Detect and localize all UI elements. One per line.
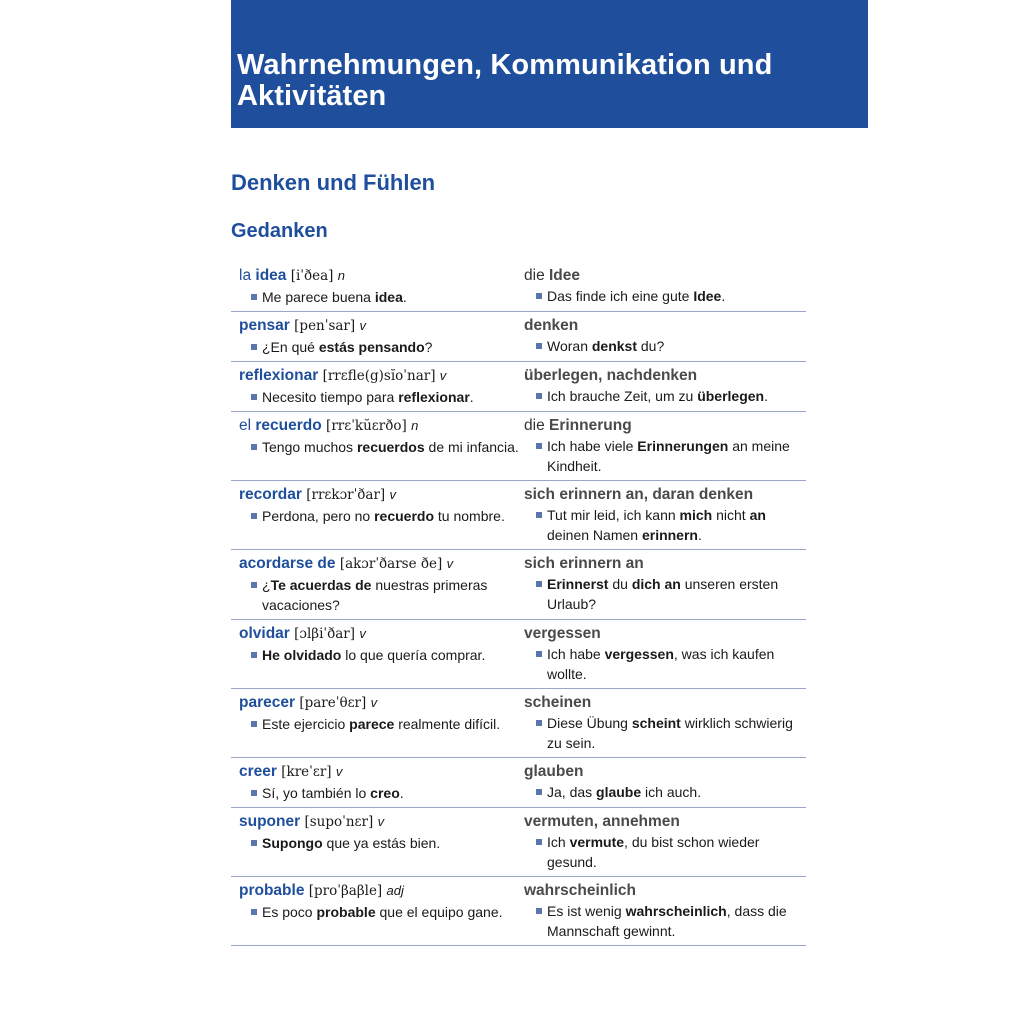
german-cell bbox=[524, 415, 806, 476]
spanish-word: creer bbox=[239, 763, 277, 780]
german-article: die bbox=[524, 417, 545, 434]
spanish-cell bbox=[231, 265, 524, 307]
spanish-word: olvidar bbox=[239, 625, 290, 642]
pronunciation: [kreˈɛr] bbox=[281, 764, 332, 780]
example-text: Diese Übung bbox=[547, 715, 632, 731]
example-keyword: vergessen bbox=[604, 646, 674, 662]
example-keyword: reflexionar bbox=[398, 389, 470, 405]
spanish-example bbox=[239, 783, 524, 803]
spanish-word: recordar bbox=[239, 486, 302, 503]
example-text: Tut mir leid, ich kann bbox=[547, 507, 680, 523]
bullet-icon bbox=[251, 652, 257, 658]
example-keyword: creo bbox=[370, 785, 400, 801]
vocabulary-table bbox=[231, 262, 806, 946]
spanish-example bbox=[239, 714, 524, 734]
example-keyword: denkst bbox=[591, 338, 637, 354]
german-cell bbox=[524, 692, 806, 753]
example-text: du? bbox=[637, 338, 665, 354]
spanish-headword bbox=[239, 484, 524, 506]
example-keyword: glaube bbox=[596, 784, 642, 800]
german-cell bbox=[524, 553, 806, 615]
spanish-example bbox=[239, 575, 524, 615]
spanish-headword bbox=[239, 365, 524, 387]
part-of-speech: v bbox=[377, 814, 385, 829]
part-of-speech: v bbox=[359, 318, 366, 333]
bullet-icon bbox=[251, 294, 257, 300]
pronunciation: [akɔrˈðarse ðe] bbox=[339, 556, 443, 572]
example-text: Woran bbox=[547, 338, 592, 354]
vocab-row bbox=[231, 550, 806, 620]
german-cell bbox=[524, 811, 806, 872]
example-keyword: mich bbox=[679, 507, 713, 523]
example-text: Ja, das bbox=[547, 784, 597, 800]
bullet-icon bbox=[536, 839, 542, 845]
example-text: unseren ersten Urlaub? bbox=[547, 576, 779, 612]
example-keyword: dich an bbox=[631, 576, 681, 592]
example-keyword: recuerdo bbox=[374, 508, 435, 524]
example-text: nuestras primeras vacaciones? bbox=[262, 577, 488, 613]
bullet-icon bbox=[536, 393, 542, 399]
spanish-headword bbox=[239, 811, 524, 833]
part-of-speech: n bbox=[411, 418, 419, 433]
spanish-cell bbox=[231, 623, 524, 684]
example-text: Ich habe viele bbox=[547, 438, 638, 454]
example-text: Perdona, pero no bbox=[262, 508, 375, 524]
german-word: Idee bbox=[549, 267, 581, 284]
bullet-icon bbox=[536, 581, 542, 587]
example-keyword: Erinnerungen bbox=[637, 438, 729, 454]
spanish-word: reflexionar bbox=[239, 367, 319, 384]
example-keyword: He olvidado bbox=[262, 647, 342, 663]
german-example bbox=[524, 782, 806, 802]
german-headword bbox=[524, 811, 806, 832]
german-cell bbox=[524, 484, 806, 545]
example-text: . bbox=[469, 389, 474, 405]
german-headword bbox=[524, 265, 806, 286]
example-keyword: vermute bbox=[569, 834, 625, 850]
bullet-icon bbox=[536, 789, 542, 795]
example-keyword: Te acuerdas de bbox=[270, 577, 372, 593]
bullet-icon bbox=[251, 840, 257, 846]
german-word: vermuten, annehmen bbox=[524, 813, 680, 830]
spanish-cell bbox=[231, 415, 524, 476]
example-text: Es poco bbox=[262, 904, 317, 920]
vocab-row bbox=[231, 758, 806, 808]
spanish-cell bbox=[231, 484, 524, 545]
german-headword bbox=[524, 365, 806, 386]
bullet-icon bbox=[536, 512, 542, 518]
spanish-headword bbox=[239, 265, 524, 287]
section-title: Denken und Fühlen bbox=[231, 170, 436, 195]
example-text: nicht bbox=[712, 507, 750, 523]
german-article: die bbox=[524, 267, 545, 284]
part-of-speech: v bbox=[389, 487, 397, 502]
spanish-example bbox=[239, 387, 524, 407]
german-example bbox=[524, 386, 806, 406]
vocab-row bbox=[231, 877, 806, 946]
german-example bbox=[524, 336, 806, 356]
spanish-article: el bbox=[239, 417, 252, 434]
pronunciation: [rrɛˈkŭɛrðo] bbox=[326, 418, 407, 434]
spanish-example bbox=[239, 506, 524, 526]
example-text: Sí, yo también lo bbox=[262, 785, 371, 801]
part-of-speech: v bbox=[446, 556, 454, 571]
example-text: an meine Kindheit. bbox=[547, 438, 790, 474]
spanish-cell bbox=[231, 365, 524, 407]
german-word: Erinnerung bbox=[549, 417, 632, 434]
example-keyword: erinnern bbox=[641, 527, 698, 543]
spanish-word: acordarse de bbox=[239, 555, 336, 572]
german-example bbox=[524, 574, 806, 614]
vocab-row bbox=[231, 362, 806, 412]
example-keyword: scheint bbox=[631, 715, 681, 731]
vocab-row bbox=[231, 481, 806, 550]
example-text: deinen Namen bbox=[547, 527, 642, 543]
german-word: wahrscheinlich bbox=[524, 882, 636, 899]
bullet-icon bbox=[536, 343, 542, 349]
german-example bbox=[524, 713, 806, 753]
bullet-icon bbox=[251, 444, 257, 450]
example-text: du bbox=[608, 576, 632, 592]
german-example bbox=[524, 901, 806, 941]
example-text: . bbox=[721, 288, 726, 304]
example-text: Ich habe bbox=[547, 646, 605, 662]
example-keyword: überlegen bbox=[697, 388, 765, 404]
vocab-row bbox=[231, 808, 806, 877]
example-text: , dass die Mannschaft gewinnt. bbox=[547, 903, 787, 939]
example-keyword: probable bbox=[316, 904, 376, 920]
spanish-cell bbox=[231, 880, 524, 941]
german-cell bbox=[524, 265, 806, 307]
spanish-headword bbox=[239, 761, 524, 783]
example-text: wirklich schwierig zu sein. bbox=[547, 715, 793, 751]
vocab-row bbox=[231, 620, 806, 689]
spanish-word: recuerdo bbox=[255, 417, 322, 434]
example-text: tu nombre. bbox=[434, 508, 505, 524]
bullet-icon bbox=[251, 721, 257, 727]
example-text: , was ich kaufen wollte. bbox=[547, 646, 775, 682]
part-of-speech: v bbox=[335, 764, 343, 779]
german-headword bbox=[524, 692, 806, 713]
part-of-speech: adj bbox=[386, 883, 404, 898]
spanish-headword bbox=[239, 880, 524, 902]
pronunciation: [supoˈnɛr] bbox=[304, 814, 374, 830]
spanish-headword bbox=[239, 553, 524, 575]
bullet-icon bbox=[536, 651, 542, 657]
bullet-icon bbox=[536, 293, 542, 299]
vocab-row bbox=[231, 689, 806, 758]
spanish-headword bbox=[239, 415, 524, 437]
bullet-icon bbox=[251, 394, 257, 400]
pronunciation: [rrɛfle(g)sĭoˈnar] bbox=[322, 368, 436, 384]
pronunciation: [ɔlβiˈðar] bbox=[294, 626, 356, 642]
german-headword bbox=[524, 623, 806, 644]
spanish-cell bbox=[231, 811, 524, 872]
german-cell bbox=[524, 761, 806, 803]
example-keyword: wahrscheinlich bbox=[625, 903, 727, 919]
spanish-cell bbox=[231, 553, 524, 615]
bullet-icon bbox=[536, 443, 542, 449]
vocab-row bbox=[231, 312, 806, 362]
spanish-word: suponer bbox=[239, 813, 301, 830]
pronunciation: [pareˈθɛr] bbox=[299, 695, 367, 711]
german-word: glauben bbox=[524, 763, 584, 780]
example-text: . bbox=[764, 388, 768, 404]
part-of-speech: v bbox=[359, 626, 366, 641]
example-text: Necesito tiempo para bbox=[262, 389, 399, 405]
german-headword bbox=[524, 415, 806, 436]
spanish-cell bbox=[231, 315, 524, 357]
spanish-example bbox=[239, 287, 524, 307]
example-text: Me parece buena bbox=[262, 289, 375, 305]
german-cell bbox=[524, 365, 806, 407]
bullet-icon bbox=[536, 908, 542, 914]
german-word: überlegen, nachdenken bbox=[524, 367, 698, 384]
pronunciation: [penˈsar] bbox=[294, 318, 356, 334]
german-word: sich erinnern an, daran denken bbox=[524, 486, 754, 503]
example-text: que ya estás bien. bbox=[322, 835, 441, 851]
german-example bbox=[524, 832, 806, 872]
bullet-icon bbox=[251, 513, 257, 519]
bullet-icon bbox=[251, 582, 257, 588]
spanish-headword bbox=[239, 315, 524, 337]
german-word: sich erinnern an bbox=[524, 555, 644, 572]
german-cell bbox=[524, 623, 806, 684]
chapter-banner bbox=[231, 0, 868, 128]
example-keyword: parece bbox=[349, 716, 395, 732]
example-keyword: an bbox=[749, 507, 766, 523]
example-text: lo que quería comprar. bbox=[341, 647, 486, 663]
example-text: de mi infancia. bbox=[424, 439, 519, 455]
german-example bbox=[524, 436, 806, 476]
example-keyword: idea bbox=[374, 289, 403, 305]
german-word: vergessen bbox=[524, 625, 601, 642]
german-headword bbox=[524, 315, 806, 336]
spanish-example bbox=[239, 902, 524, 922]
example-keyword: Idee bbox=[693, 288, 722, 304]
example-text: Tengo muchos bbox=[262, 439, 357, 455]
vocab-row bbox=[231, 412, 806, 481]
german-example bbox=[524, 644, 806, 684]
bullet-icon bbox=[536, 720, 542, 726]
example-text: ich auch. bbox=[641, 784, 702, 800]
bullet-icon bbox=[251, 344, 257, 350]
example-text: . bbox=[399, 785, 404, 801]
german-headword bbox=[524, 880, 806, 901]
example-text: Es ist wenig bbox=[547, 903, 626, 919]
german-word: denken bbox=[524, 317, 579, 334]
example-text: ? bbox=[424, 339, 433, 355]
spanish-example bbox=[239, 437, 524, 457]
example-text: Ich bbox=[547, 834, 570, 850]
example-text: ¿ bbox=[262, 577, 271, 593]
example-text: . bbox=[402, 289, 407, 305]
example-text: Ich brauche Zeit, um zu bbox=[547, 388, 698, 404]
german-example bbox=[524, 505, 806, 545]
spanish-headword bbox=[239, 692, 524, 714]
german-headword bbox=[524, 761, 806, 782]
example-keyword: Supongo bbox=[262, 835, 323, 851]
example-text: . bbox=[697, 527, 702, 543]
pronunciation: [rrɛkɔrˈðar] bbox=[306, 487, 386, 503]
spanish-word: probable bbox=[239, 882, 305, 899]
example-text: realmente difícil. bbox=[394, 716, 501, 732]
bullet-icon bbox=[251, 909, 257, 915]
german-cell bbox=[524, 880, 806, 941]
spanish-example bbox=[239, 833, 524, 853]
subsection-title: Gedanken bbox=[231, 220, 328, 242]
part-of-speech: v bbox=[439, 368, 447, 383]
bullet-icon bbox=[251, 790, 257, 796]
pronunciation: [iˈðea] bbox=[290, 268, 334, 284]
example-keyword: recuerdos bbox=[356, 439, 425, 455]
spanish-word: idea bbox=[255, 267, 287, 284]
example-text: Das finde ich eine gute bbox=[547, 288, 694, 304]
example-text: , du bist schon wieder gesund. bbox=[547, 834, 760, 870]
example-keyword: estás pensando bbox=[318, 339, 425, 355]
vocab-row bbox=[231, 262, 806, 312]
chapter-title: Wahrnehmungen, Kommunikation und Aktivitäten bbox=[237, 49, 773, 112]
german-word: scheinen bbox=[524, 694, 592, 711]
german-cell bbox=[524, 315, 806, 357]
example-text: que el equipo gane. bbox=[375, 904, 503, 920]
spanish-example bbox=[239, 337, 524, 357]
spanish-article: la bbox=[239, 267, 252, 284]
part-of-speech: n bbox=[337, 268, 345, 283]
example-text: ¿En qué bbox=[262, 339, 319, 355]
spanish-word: pensar bbox=[239, 317, 290, 334]
german-headword bbox=[524, 484, 806, 505]
spanish-example bbox=[239, 645, 524, 665]
spanish-cell bbox=[231, 761, 524, 803]
example-text: Este ejercicio bbox=[262, 716, 350, 732]
part-of-speech: v bbox=[370, 695, 378, 710]
example-keyword: Erinnerst bbox=[547, 576, 609, 592]
spanish-cell bbox=[231, 692, 524, 753]
pronunciation: [proˈβaβle] bbox=[308, 883, 383, 899]
german-headword bbox=[524, 553, 806, 574]
german-example bbox=[524, 286, 806, 306]
spanish-word: parecer bbox=[239, 694, 296, 711]
spanish-headword bbox=[239, 623, 524, 645]
